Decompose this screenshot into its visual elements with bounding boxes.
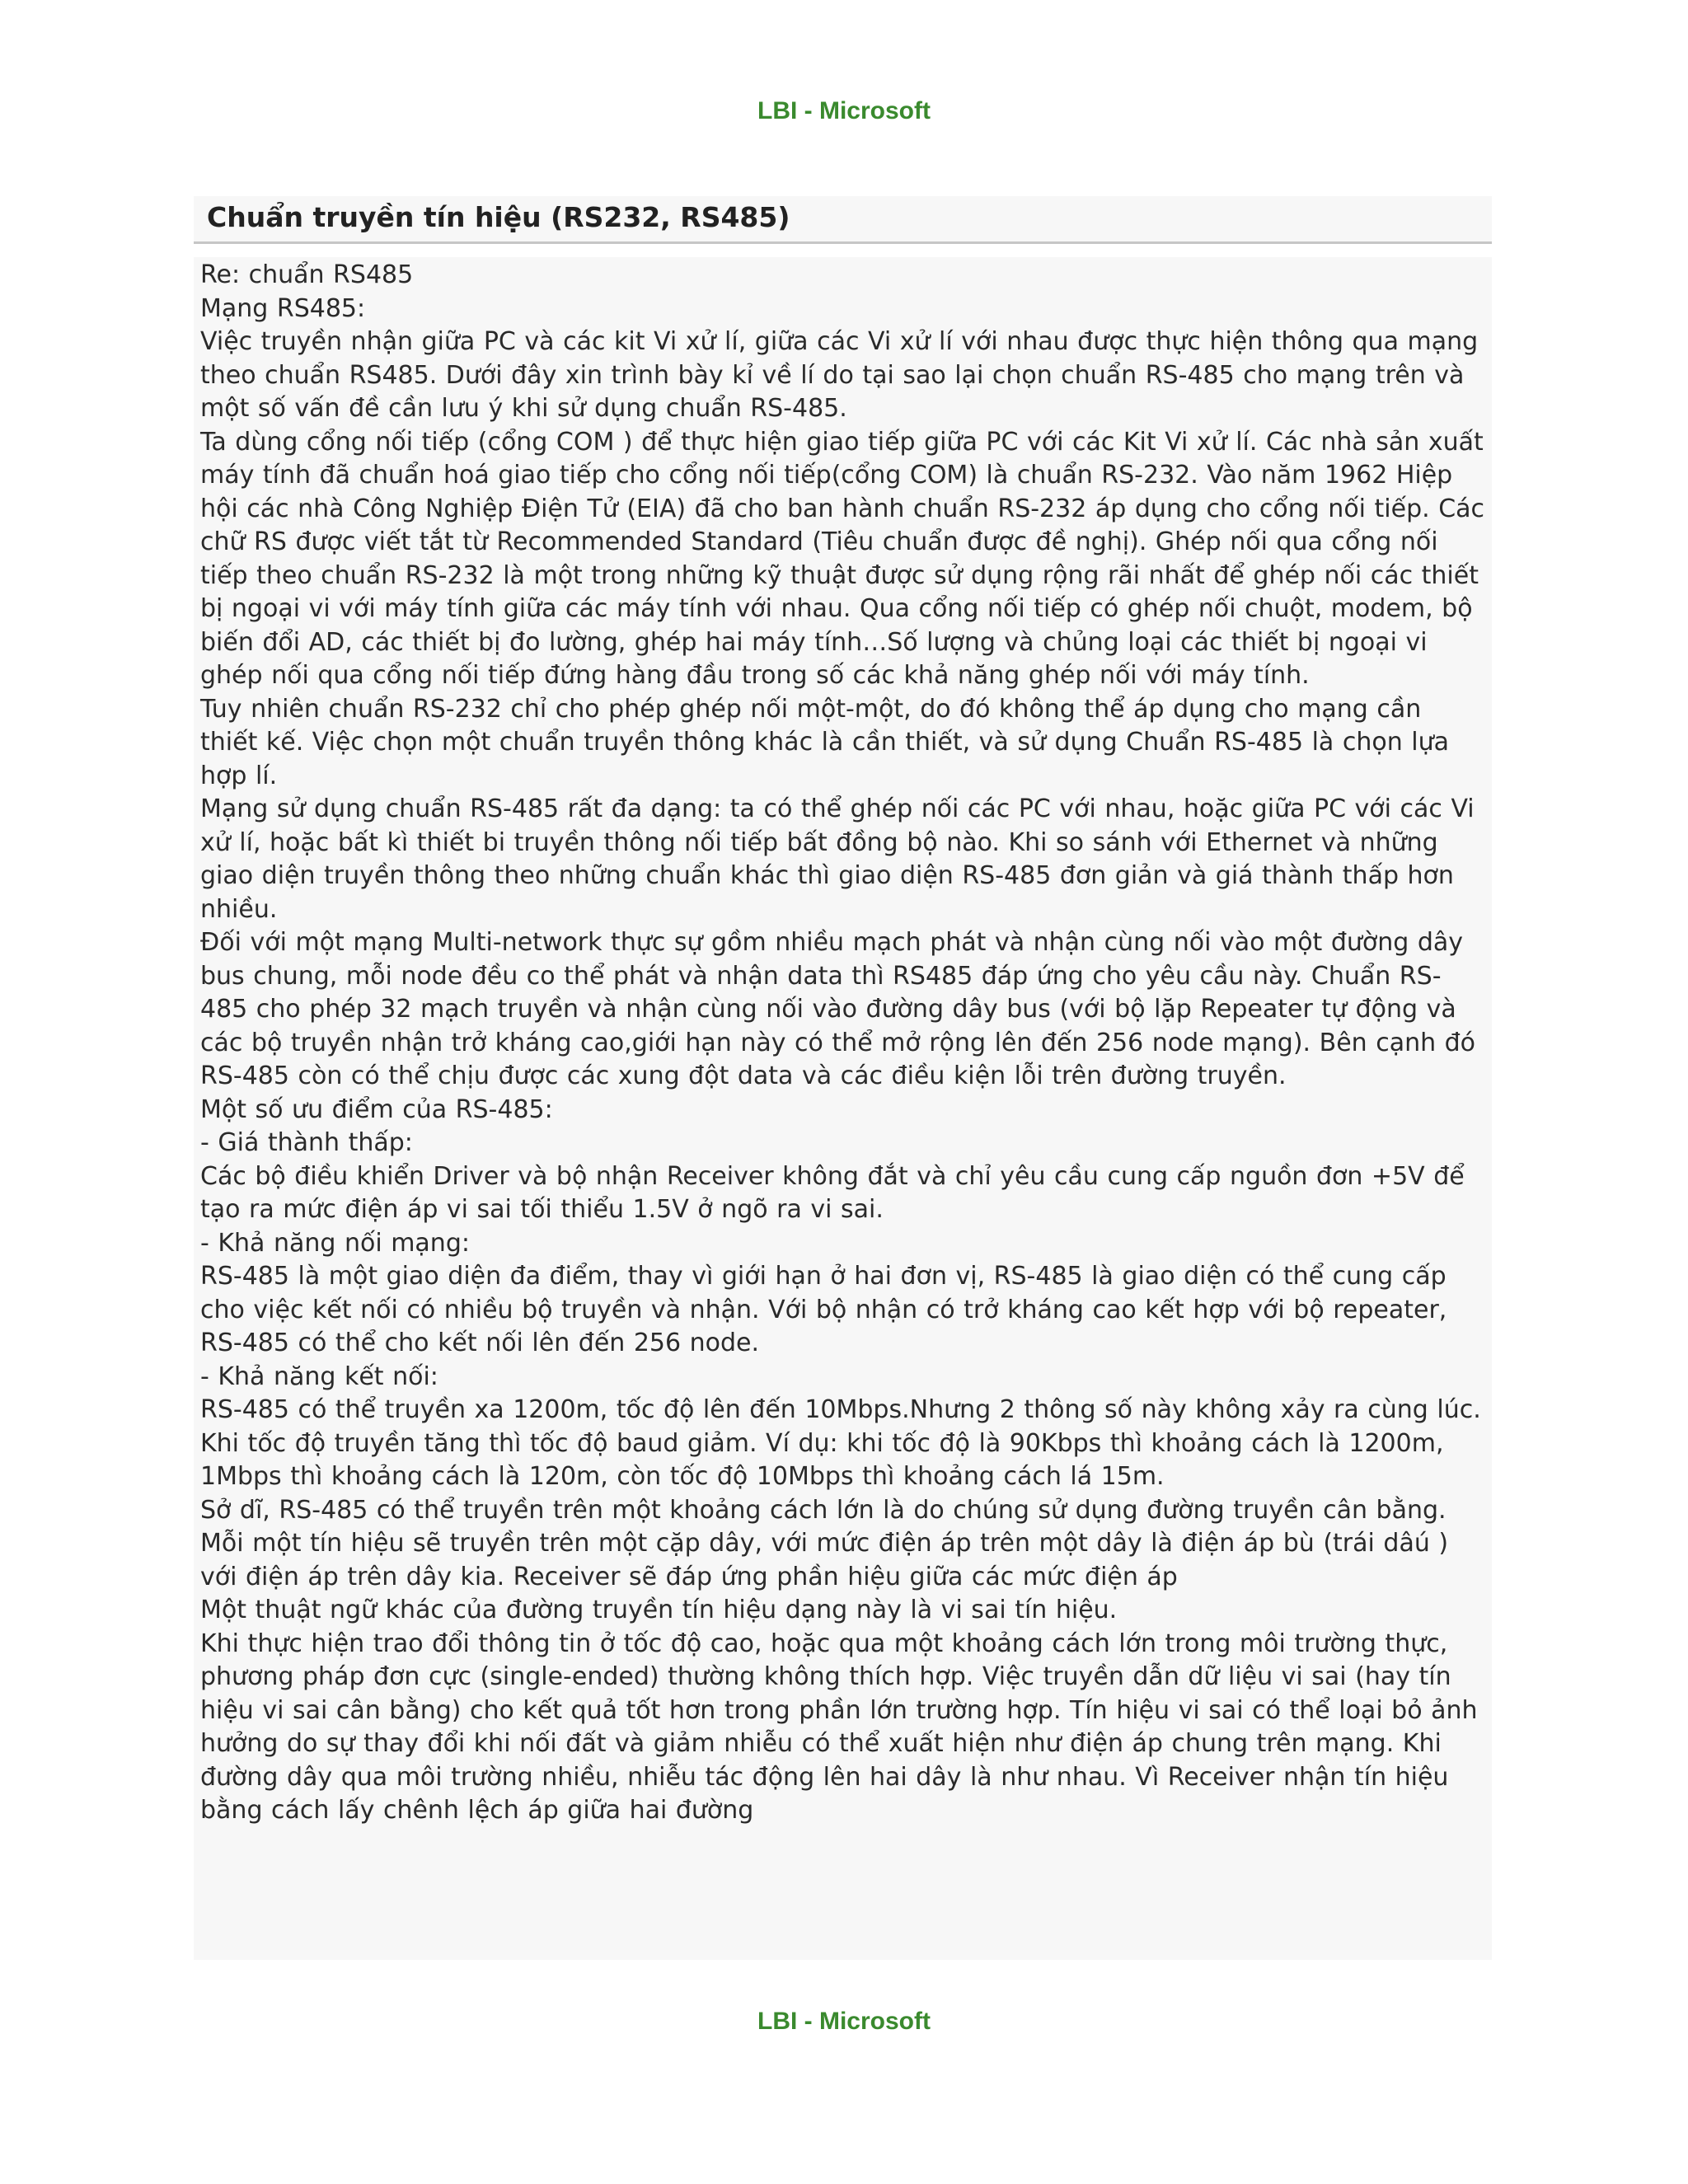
article bbox=[194, 196, 1492, 1960]
article-body bbox=[194, 257, 1492, 1960]
page-header: LBI - Microsoft bbox=[757, 97, 931, 124]
paragraph: RS-485 có thể truyền xa 1200m, tốc độ lên đến 10Mbps.Nhưng 2 thông số này không xảy ra cùng lúc. Khi tốc độ truyền tăng thì tốc độ baud giảm. Ví dụ: khi tốc độ là 90Kbps thì khoảng cách là 1200m, 1Mbps thì khoảng cách là 120m, còn tốc độ 10Mbps thì khoảng cách lá 15m. bbox=[200, 1395, 1481, 1491]
paragraph: Một thuật ngữ khác của đường truyền tín hiệu dạng này là vi sai tín hiệu. bbox=[200, 1596, 1118, 1624]
paragraph: - Khả năng kết nối: bbox=[200, 1361, 438, 1391]
paragraph: RS-485 là một giao diện đa điểm, thay vì giới hạn ở hai đơn vị, RS-485 là giao diện có thể cung cấp cho việc kết nối có nhiều bộ truyền và nhận. Với bộ nhận có trở kháng cao kết hợp với bộ repeater, RS-485 có thể cho kết nối lên đến 256 node. bbox=[200, 1262, 1447, 1357]
paragraph: Mạng RS485: bbox=[200, 293, 366, 323]
paragraph: - Giá thành thấp: bbox=[200, 1128, 413, 1157]
paragraph: Mạng sử dụng chuẩn RS-485 rất đa dạng: ta có thể ghép nối các PC với nhau, hoặc giữa PC với các Vi xử lí, hoặc bất kì thiết bi truyền thông nối tiếp bất đồng bộ nào. Khi so sánh với Ethernet và những giao diện truyền thông theo những chuẩn khác thì giao diện RS-485 đơn giản và giá thành thấp hơn nhiều. bbox=[200, 794, 1475, 924]
paragraph: Khi thực hiện trao đổi thông tin ở tốc độ cao, hoặc qua một khoảng cách lớn trong môi trường thực, phương pháp đơn cực (single-ended) thường không thích hợp. Việc truyền dẫn dữ liệu vi sai (hay tín hiệu vi sai cân bằng) cho kết quả tốt hơn trong phần lớn trường hợp. Tín hiệu vi sai có thể loại bỏ ảnh hưởng do sự thay đổi khi nối đất và giảm nhiễu có thể xuất hiện như điện áp chung trên mạng. Khi đường dây qua môi trường nhiều, nhiễu tác động lên hai dây là như nhau. Vì Receiver nhận tín hiệu bằng cách lấy chênh lệch áp giữa hai đường bbox=[200, 1629, 1478, 1825]
article-title: Chuẩn truyền tín hiệu (RS232, RS485) bbox=[194, 196, 1492, 244]
paragraph: - Khả năng nối mạng: bbox=[200, 1228, 470, 1258]
paragraph: Một số ưu điểm của RS-485: bbox=[200, 1094, 553, 1124]
paragraph: Re: chuẩn RS485 bbox=[200, 260, 414, 289]
page-footer: LBI - Microsoft bbox=[757, 2008, 931, 2035]
paragraph: Các bộ điều khiển Driver và bộ nhận Receiver không đắt và chỉ yêu cầu cung cấp nguồn đơn +5V để tạo ra mức điện áp vi sai tối thiểu 1.5V ở ngõ ra vi sai. bbox=[200, 1161, 1465, 1224]
paragraph: Ta dùng cổng nối tiếp (cổng COM ) để thực hiện giao tiếp giữa PC với các Kit Vi xử lí. Các nhà sản xuất máy tính đã chuẩn hoá giao tiếp cho cổng nối tiếp(cổng COM) là chuẩn RS-232. Vào năm 1962 Hiệp hội các nhà Công Nghiệp Điện Tử (EIA) đã cho ban hành chuẩn RS-232 áp dụng cho cổng nối tiếp. Các chữ RS được viết tắt từ Recommended Standard (Tiêu chuẩn được đề nghị). Ghép nối qua cổng nối tiếp theo chuẩn RS-232 là một trong những kỹ thuật được sử dụng rộng rãi nhất để ghép nối các thiết bị ngoại vi với máy tính giữa các máy tính với nhau. Qua cổng nối tiếp có ghép nối chuột, modem, bộ biến đổi AD, các thiết bị đo lường, ghép hai máy tính…Số lượng và chủng loại các thiết bị ngoại vi ghép nối qua cổng nối tiếp đứng hàng đầu trong số các khả năng ghép nối với máy tính. bbox=[200, 427, 1485, 690]
paragraph: Đối với một mạng Multi-network thực sự gồm nhiều mạch phát và nhận cùng nối vào một đường dây bus chung, mỗi node đều co thể phát và nhận data thì RS485 đáp ứng cho yêu cầu này. Chuẩn RS-485 cho phép 32 mạch truyền và nhận cùng nối vào đường dây bus (với bộ lặp Repeater tự động và các bộ truyền nhận trở kháng cao,giới hạn này có thể mở rộng lên đến 256 node mạng). Bên cạnh đó RS-485 còn có thể chịu được các xung đột data và các điều kiện lỗi trên đường truyền. bbox=[200, 928, 1476, 1090]
paragraph: Tuy nhiên chuẩn RS-232 chỉ cho phép ghép nối một-một, do đó không thể áp dụng cho mạng cần thiết kế. Việc chọn một chuẩn truyền thông khác là cần thiết, và sử dụng Chuẩn RS-485 là chọn lựa hợp lí. bbox=[200, 694, 1450, 790]
paragraph: Việc truyền nhận giữa PC và các kit Vi xử lí, giữa các Vi xử lí với nhau được thực hiện thông qua mạng theo chuẩn RS485. Dưới đây xin trình bày kỉ về lí do tại sao lại chọn chuẩn RS-485 cho mạng trên và một số vấn đề cần lưu ý khi sử dụng chuẩn RS-485. bbox=[200, 327, 1479, 423]
paragraph: Sở dĩ, RS-485 có thể truyền trên một khoảng cách lớn là do chúng sử dụng đường truyền cân bằng. Mỗi một tín hiệu sẽ truyền trên một cặp dây, với mức điện áp trên một dây là điện áp bù (trái dâú ) với điện áp trên dây kia. Receiver sẽ đáp ứng phần hiệu giữa các mức điện áp bbox=[200, 1495, 1449, 1591]
